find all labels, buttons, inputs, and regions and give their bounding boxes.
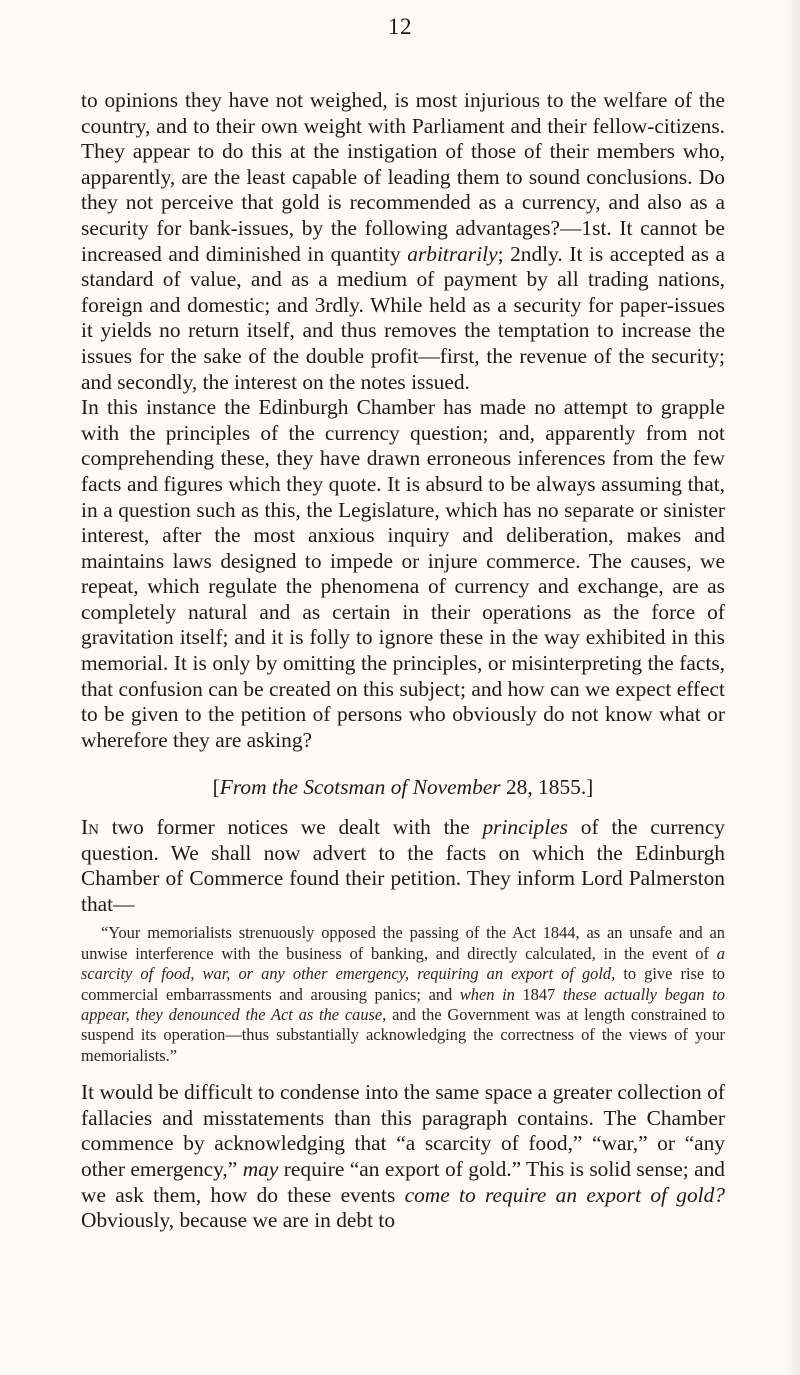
memorial-quote: [81, 923, 725, 1066]
paragraph-edinburgh-chamber: In this instance the Edinburgh Chamber has made no attempt to grapple with the principles of the currency question; and, apparently from not comprehending these, they have drawn erroneous inferences from the few facts and figures which they quote. It is absurd to be always assuming that, in a question such as this, the Legislature, which has no separate or sinister interest, after the most anxious inquiry and deliberation, makes and maintains laws designed to impede or injure commerce. The causes, we repeat, which regulate the phenomena of currency and exchange, are as completely natural and as certain in their operations as the force of gravitation itself; and it is folly to ignore these in the way exhibited in this memorial. It is only by omitting the principles, or misinterpreting the facts, that confusion can be created on this subject; and how can we expect effect to be given to the petition of persons who obviously do not know what or wherefore they are asking?: [81, 395, 725, 752]
quote-emphasis: a scarcity of food, war, or any other emergency, requiring an export of gold,: [81, 943, 725, 984]
paragraph-text: two former notices we dealt with the: [98, 815, 483, 840]
paragraph-former-notices: [81, 815, 725, 917]
quote-text: and the Government was at length constrained to suspend its operation—thus substantially acknowledging the correctness of the views of your memorialists.”: [81, 1005, 725, 1065]
paragraph-text: of the currency question. We shall now advert to the facts on which the Edinburgh Chamber of Commerce found their petition. They inform Lord Palmerston that—: [81, 815, 726, 916]
paragraph-gold-advantages: [81, 88, 725, 395]
quote-emphasis: when in: [459, 984, 515, 1004]
paragraph-text: to opinions they have not weighed, is most injurious to the welfare of the country, and to their own weight with Parliament and their fellow-citizens. They appear to do this at the instigation of those of their members who, apparently, are the least capable of leading them to sound conclusions. Do they not perceive that gold is recommended as a currency, and also as a security for bank-issues, by the following advantages?—1st. It cannot be increased and diminished in quantity: [81, 88, 725, 266]
quote-text: 1847: [514, 984, 563, 1004]
emphasis-text: principles: [482, 815, 569, 840]
page-number: 12: [388, 14, 412, 39]
body-text: [81, 88, 725, 1234]
lead-word: In: [81, 815, 99, 840]
quote-emphasis: these actually began to appear, they denounced the Act as the cause,: [81, 984, 725, 1025]
quote-text: “Your memorialists strenuously opposed the passing of the Act 1844, as an unsafe and an unwise interference with the business of banking, and directly calculated, in the event of: [81, 923, 725, 963]
quote-text: to give rise to commercial embarrassments and arousing panics; and: [81, 964, 726, 1004]
page-edge-shadow: [786, 0, 800, 1375]
emphasis-text: may: [242, 1157, 279, 1182]
paragraph-fallacies: [81, 1080, 725, 1234]
heading-date: 28, 1855.]: [505, 775, 594, 800]
paragraph-text: ; 2ndly. It is accepted as a standard of value, and as a medium of payment by all trading nations, foreign and domestic; and 3rdly. While held as a security for paper-issues it yields no return itself, and thus removes the temptation to increase the issues for the sake of the double profit—first, the revenue of the security; and secondly, the interest on the notes issued.: [81, 241, 725, 394]
emphasis-text: come to require an export of gold?: [404, 1182, 725, 1207]
paragraph-text: It would be difficult to condense into the same space a greater collection of fallacies and misstatements than this paragraph contains. The Chamber commence by acknowledging that “a scarcity of food,” “war,” or “any other emergency,”: [81, 1080, 725, 1182]
heading-source: From the Scotsman of November: [219, 775, 501, 800]
paragraph-text: require “an export of gold.” This is solid sense; and we ask them, how do these events: [81, 1157, 725, 1207]
paragraph-text: Obviously, because we are in debt to: [81, 1208, 396, 1233]
heading-bracket: [: [212, 775, 220, 800]
source-heading: [81, 775, 725, 801]
emphasis-text: arbitrarily: [407, 241, 498, 266]
